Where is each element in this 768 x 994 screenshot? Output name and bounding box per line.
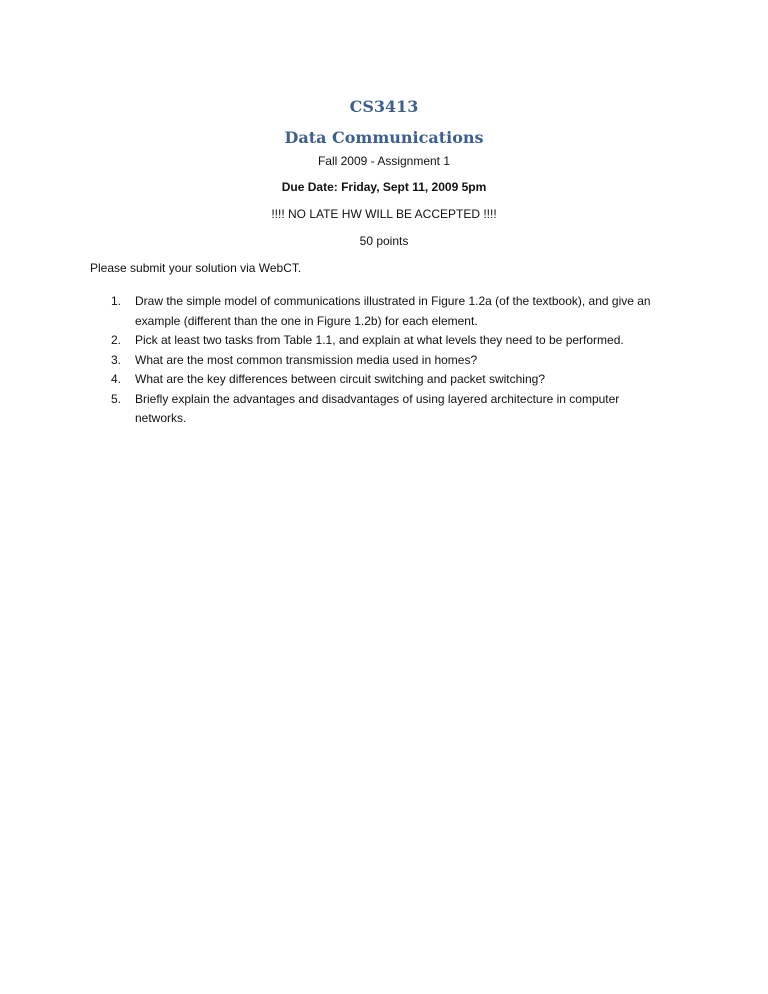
course-title: Data Communications	[284, 128, 484, 147]
late-policy-warning: !!!! NO LATE HW WILL BE ACCEPTED !!!!	[271, 207, 497, 221]
question-item	[90, 331, 670, 351]
due-date: Due Date: Friday, Sept 11, 2009 5pm	[281, 180, 487, 194]
question-item	[90, 292, 670, 331]
question-number: 2.	[111, 333, 122, 347]
question-number: 5.	[111, 391, 122, 406]
question-number: 3.	[111, 352, 122, 367]
question-text: Briefly explain the advantages and disadvantages of using layered architecture in computer networks.	[135, 391, 620, 425]
assignment-term: Fall 2009 - Assignment 1	[317, 154, 451, 168]
question-text: Pick at least two tasks from Table 1.1, and explain at what levels they need to be performed.	[135, 333, 624, 347]
course-code: CS3413	[349, 97, 419, 116]
points-total: 50 points	[359, 234, 409, 248]
question-item	[90, 390, 670, 429]
question-text: What are the key differences between circuit switching and packet switching?	[135, 372, 545, 386]
question-list	[90, 292, 670, 429]
question-text: What are the most common transmission media used in homes?	[135, 352, 478, 367]
question-text: Draw the simple model of communications illustrated in Figure 1.2a (of the textbook), and give an example (different than the one in Figure 1.2b) for each element.	[135, 294, 651, 328]
question-item	[90, 370, 670, 390]
question-number: 4.	[111, 372, 122, 386]
question-item	[90, 351, 670, 371]
question-number: 1.	[111, 294, 122, 308]
submission-instructions: Please submit your solution via WebCT.	[90, 261, 302, 275]
